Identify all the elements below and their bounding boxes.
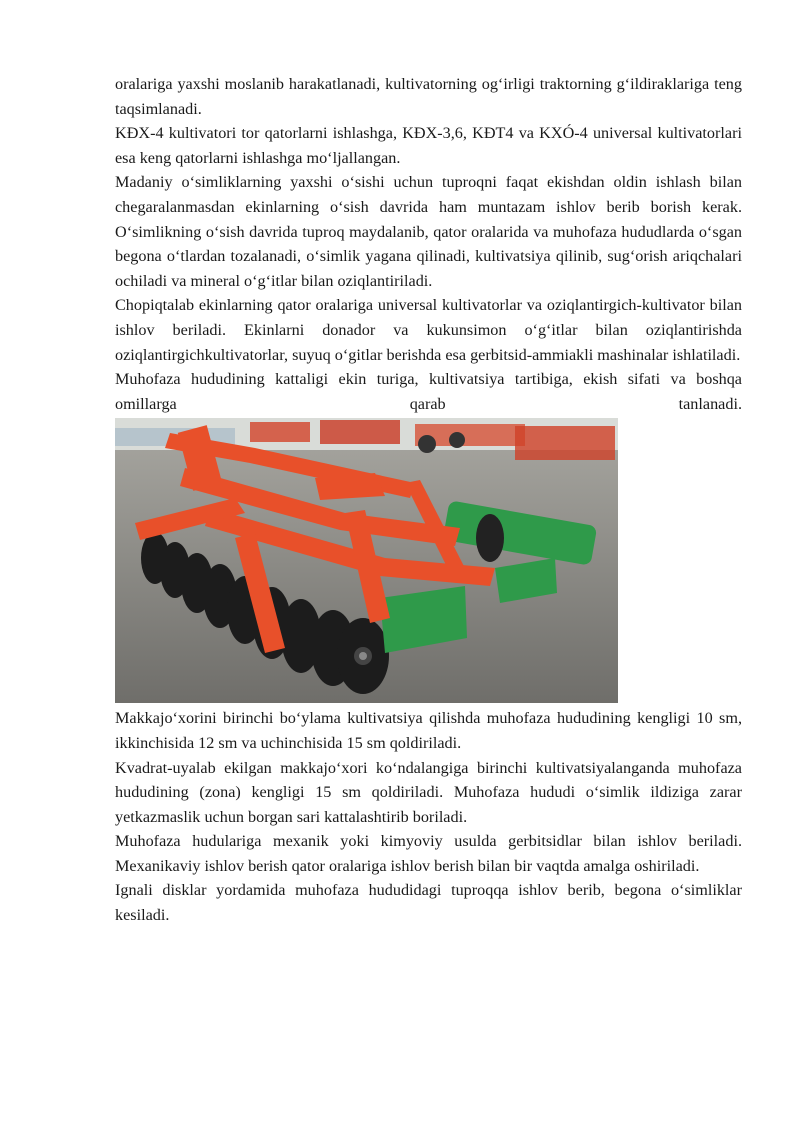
paragraph: Ignali disklar yordamida muhofaza hududidagi tuproqqa ishlov berib, begona o‘simliklar kesiladi. — [115, 881, 742, 925]
paragraph: Makkajo‘xorini birinchi bo‘ylama kultivatsiya qilishda muhofaza hududining kengligi 10 sm, ikkinchisida 12 sm va uchinchisida 15 sm qoldiriladi. — [115, 709, 742, 752]
paragraph: Madaniy o‘simliklarning yaxshi o‘sishi uchun tuproqni faqat ekishdan oldin ishlash bilan chegaralanmasdan ekinlarning o‘sish davrida ham muntazam ishlov berib borish kerak. O‘simlikning o‘sish davrida tuproq maydalanib, qator oralarida va muhofaza hududlarda o‘sgan begona o‘tlardan tozalanadi, o‘simlik yagana qilinadi, kultivatsiya qilinib, sug‘orish ariqchalari ochiladi va mineral o‘g‘itlar bilan oziqlantiriladi. — [115, 173, 742, 290]
page-content — [115, 72, 742, 928]
paragraph: Muhofaza hudulariga mexanik yoki kimyoviy usulda gerbitsidlar bilan ishlov beriladi. Mexanikaviy ishlov berish qator oralariga ishlov berish bilan bir vaqtda amalga oshiriladi. — [115, 832, 742, 875]
disc-harrow-photo — [115, 418, 618, 703]
paragraph: Kvadrat-uyalab ekilgan makkajo‘xori ko‘ndalangiga birinchi kultivatsiyalanganda muhofaza hududining (zona) kengligi 15 sm qoldiriladi. Muhofaza hududi o‘simlik ildiziga zarar yetkazmaslik uchun borgan sari kattalashtirib boriladi. — [115, 758, 742, 826]
paragraph: Muhofaza hududining kattaligi ekin turiga, kultivatsiya tartibiga, ekish sifati va boshqa omillarga qarab tanlanadi. — [115, 370, 742, 413]
paragraph: KĐX-4 kultivatori tor qatorlarni ishlashga, KĐX-3,6, KĐT4 va KXÓ-4 universal kultivatorlari esa keng qatorlarni ishlashga mo‘ljallangan. — [115, 124, 742, 167]
paragraph: oralariga yaxshi moslanib harakatlanadi, kultivatorning og‘irligi traktorning g‘ildiraklariga teng taqsimlanadi. — [115, 75, 742, 118]
paragraph: Chopiqtalab ekinlarning qator oralariga universal kultivatorlar va oziqlantirgich-kultivator bilan ishlov beriladi. Ekinlarni donador va kukunsimon o‘g‘itlar bilan oziqlantirishda oziqlantirgichkultivatorlar, suyuq o‘gitlar berishda esa gerbitsid-ammiakli mashinalar ishlatiladi. — [115, 296, 742, 364]
